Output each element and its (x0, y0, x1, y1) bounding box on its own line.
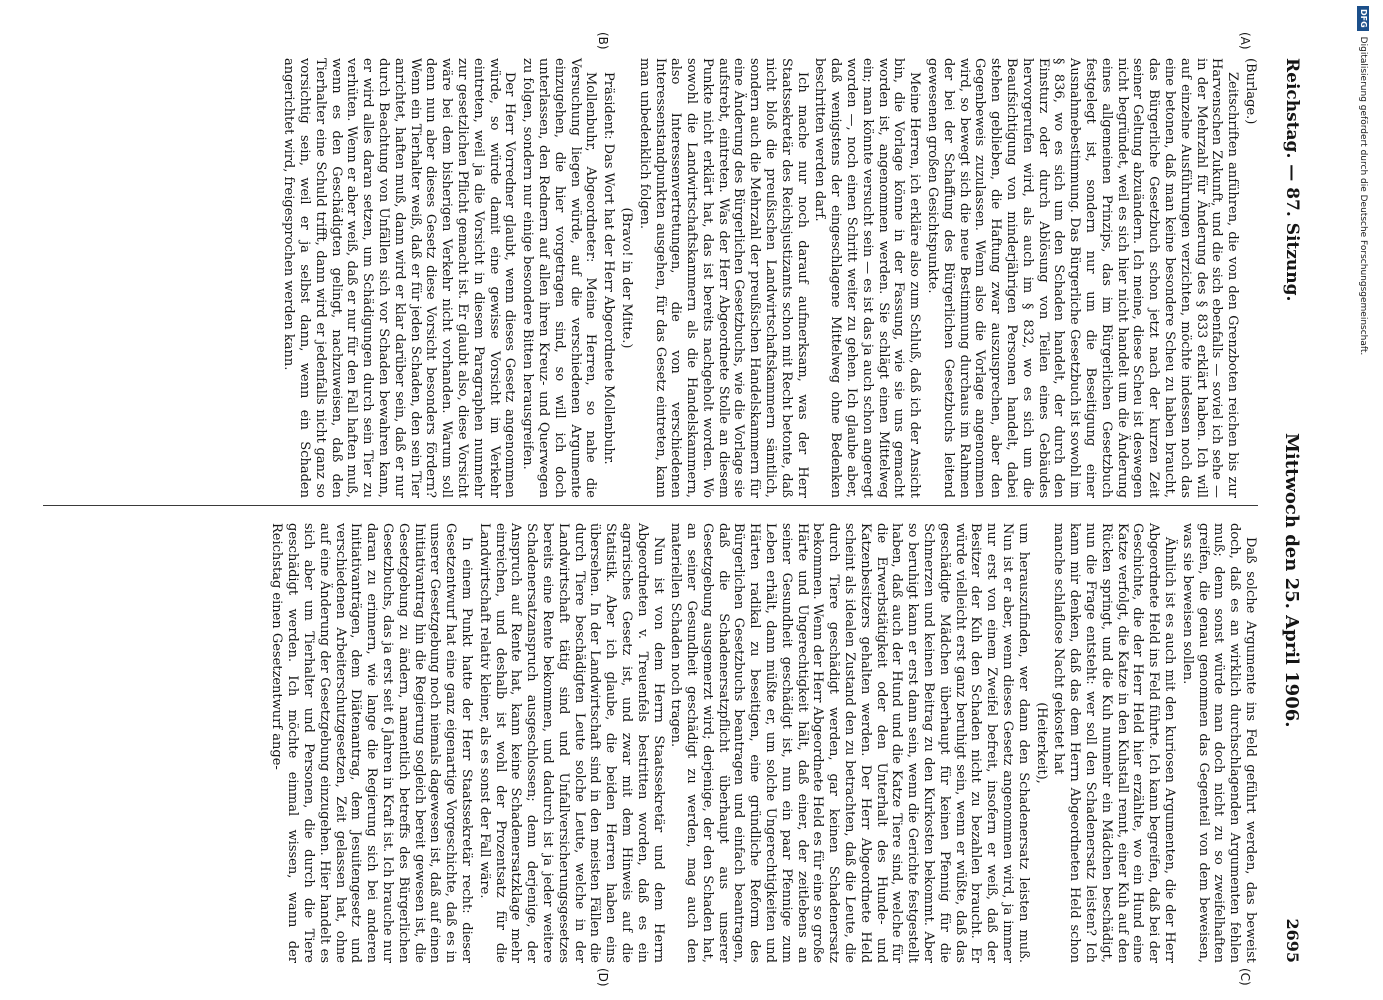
header-session: Reichstag. — 87. Sitzung. (1282, 58, 1302, 302)
paragraph: um herauszufinden, wer dann den Schadenersatz leisten muß. Nun ist er aber, wenn dieses Gesetz angenommen wird, ja immer nur erst von einem Zweifel befreit, insofern er weiß, daß der Besitzer der Kuh den Schaden nicht zu bezahlen braucht. Er würde vielleicht erst ganz beruhigt sein, wenn er wüßte, daß das geschädigte Mädchen überhaupt für keinen Pfennig für die Schmerzen und keinen Beitrag zu den Kurkosten bekommt. Aber so beruhigt kann er erst dann sein, wenn die Gerichte festgestellt haben, daß auch der Hund und die Katze Tiere sind, welche für die Erwerbstätigkeit oder den Unterhalt des Hunde- und Katzenbesitzers gehalten werden. Der Herr Abgeordnete Held scheint als idealen Zustand den zu betrachten, daß die Leute, die durch Tiere geschädigt werden, gar keinen Schadenersatz bekommen. Wenn der Herr Abgeordnete Held es für eine so große Härte und Ungerechtigkeit hält, daß einer, der zeitlebens an seiner Gesundheit geschädigt ist, nun ein paar Pfennige zum Leben erhält, dann müßte er, um solche Ungerechtigkeiten und Härten radikal zu beseitigen, eine gründliche Reform des Bürgerlichen Gesetzbuchs beantragen und einfach beantragen, daß die Schadenersatzpflicht überhaupt aus unserer Gesetzgebung ausgemerzt wird; derjenige, der den Schaden hat, an seiner Gesundheit geschädigt zu werden, mag auch den materiellen Schaden noch tragen. (668, 523, 1031, 963)
paragraph: Nun ist von dem Herrn Staatssekretär und dem Herrn Abgeordneten v. Treuenfels bestritten worden, daß es ein agrarisches Gesetz ist, und zwar mit dem Hinweis auf die Statistik. Aber ich glaube, die beiden Herren haben eins übersehen. In der Landwirtschaft sind in den meisten Fällen die durch Tiere beschädigten Leute solche Leute, welche in der Landwirtschaft tätig sind und Unfallversicherungsgesetzes bereits eine Rente bekommen, und dadurch ist ja jeder weitere Schadenersatzanspruch ausgeschlossen; denn derjenige, der Anspruch auf Rente hat, kann keine Schadenersatzklage mehr einreichen, und deshalb ist wohl der Prozentsatz für die Landwirtschaft relativ kleiner, als es sonst der Fall wäre. (476, 523, 666, 963)
paragraph-applause: (Bravo! in der Mitte.) (618, 207, 634, 349)
page-header (1266, 58, 1302, 963)
paragraph: Der Herr Vorredner glaubt, wenn dieses Gesetz angenommen würde, so würde damit eine gewisse Vorsicht im Verkehr eintreten, weil ja die Vorsicht in diesem Paragraphen nunmehr zur gesetzlichen Pflicht gemacht ist. Er glaubt also, diese Vorsicht wäre bei dem bisherigen Verkehr nicht vorhanden. Warum soll denn nun aber dieses Gesetz diese Vorsicht besonders fördern? Wenn ein Tierhalter weiß, daß er für jeden Schaden, den sein Tier anrichtet, haften muß, dann wird er klar darüber sein, daß er nur durch Beachtung von Unfällen sich vor Schaden bewahren kann, er wird alles daran setzen, um Schädigungen durch sein Tier zu verhüten. Wenn er aber weiß, daß er nur für den Fall haften muß, wenn es den Geschädigten gelingt, nachzuweisen, daß den Tierhalter eine Schuld trifft, dann wird er jedenfalls nicht ganz so vorsichtig sein, weil er ja selbst dann, wenn ein Schaden angerichtet wird, freigesprochen werden kann. (281, 58, 518, 498)
paragraph: Ich mache nur noch darauf aufmerksam, was der Herr Staatssekretär des Reichsjustizamts schon mit Recht betonte, daß nicht bloß die preußischen Landwirtschaftskammern sämtlich, sondern auch die Mehrzahl der preußischen Handelskammern für eine Änderung des Bürgerlichen Gesetzbuchs, wie die Vorlage sie aufstrebt, eintreten. Was der Herr Abgeordnete Stolle an diesem Punkte nicht erklärt hat, das ist bereits nachgeholt worden. Wo sowohl die Landwirtschaftskammern als die Handelskammern, also Interessenvertretungen, die von verschiedenen Interessenstandpunkten ausgehen, für das Gesetz eintreten, kann man unbedenklich folgen. (636, 58, 810, 498)
paragraph: Ähnlich ist es auch mit den kuriosen Argumenten, die der Herr Abgeordnete Held ins Feld führte. Ich kann begreifen, daß bei der Geschichte, die der Herr Held hier erzählte, wo ein Hund eine Katze verfolgt, die Katze in den Kuhstall rennt, einer Kuh auf den Rücken springt, und die Kuh nunmehr ein Mädchen beschädigt, nun die Frage entsteht: wer soll den Schadenersatz leisten? Ich kann mir denken, daß das dem Herrn Abgeordneten Held schon manche schlaflose Nacht gekostet hat (1051, 523, 1178, 963)
header-page-number: 2695 (1283, 918, 1302, 963)
left-column (278, 58, 1258, 498)
paragraph-speaker-note: (Burlage.) (1243, 58, 1258, 125)
paragraph: Zeitschriften anführen, die von den Grenzboten reichen bis zur Harvenschen Zukunft, und die sich ebenfalls — soviel ich sehe — in der Mehrzahl für Änderung des § 833 erklärt haben. Ich will auf einzelne Ausführungen verzichten, möchte indessen noch das eine betonen, daß man keine besondere Scheu zu haben braucht, das Bürgerliche Gesetzbuch schon jetzt nach der kurzen Zeit seiner Geltung abzuändern. Ich meine, diese Scheu ist deswegen nicht begründet, weil es sich hier nicht handelt um die Änderung eines allgemeinen Prinzips, das im Bürgerlichen Gesetzbuch festgelegt ist, sondern nur um die Beseitigung einer Ausnahmebestimmung. Das Bürgerliche Gesetzbuch ist sowohl im § 836, wo es sich um den Schaden handelt, der durch den Einsturz oder durch Ablösung von Teilen eines Gebäudes hervorgerufen wird, als auch im § 832, wo es sich um die Beaufsichtigung von minderjährigen Personen handelt, dabei stehen geblieben, die Haftung zwar auszusprechen, aber den Gegenbeweis zuzulassen. Wenn also die Vorlage angenommen wird, so bewegt sich die neue Bestimmung durchaus im Rahmen der bei der Schaffung des Bürgerlichen Gesetzbuchs leitend gewesenen großen Gesichtspunkte. (925, 58, 1241, 498)
paragraph-president: Präsident: Das Wort hat der Herr Abgeordnete Mollenbuhr. (601, 72, 617, 465)
dfg-logo: DFG (1357, 6, 1369, 31)
digitization-credit (1357, 6, 1369, 996)
margin-marker-a: (A) (1238, 32, 1252, 50)
paragraph: Meine Herren, ich erkläre also zum Schluß, daß ich der Ansicht bin, die Vorlage könne in der Fassung, wie sie uns gemacht worden ist, angenommen werden. Sie schlägt einen Mittelweg ein; man könnte versucht sein — es ist das ja auch schon angeregt worden —, noch einen Schritt weiter zu gehen. Ich glaube aber, daß wenigstens der eingeschlagene Mittelweg ohne Bedenken beschritten werden darf. (812, 58, 923, 498)
column-divider (43, 505, 1258, 506)
paragraph-laughter: (Heiterkeit), (1033, 702, 1049, 784)
margin-marker-c: (C) (1238, 968, 1252, 986)
credit-text: Digitalisierung gefördert durch die Deutsche Forschungsgemeinschaft. (1358, 36, 1368, 356)
paragraph: Daß solche Argumente ins Feld geführt werden, das beweist doch, daß es an wirklich durchschlagenden Argumenten fehlen muß; denn sonst würde man doch nicht zu so zweifelhaften greifen, die genau genommen das Gegenteil von dem beweisen, was sie beweisen sollen. (1179, 523, 1258, 963)
paragraph-speaker: Mollenbuhr, Abgeordneter: Meine Herren, so nahe die Versuchung liegen würde, auf die verschiedenen Argumente einzugehen, die hier vorgetragen sind, so will ich doch unterlassen, den Rednern auf allen ihren Kreuz- und Querwegen zu folgen, sondern nur einige besondere Bitten herausgreifen. (520, 58, 599, 498)
right-column (267, 523, 1258, 963)
margin-marker-b: (B) (596, 32, 610, 50)
page-content (27, 0, 1310, 1000)
margin-marker-d: (D) (596, 968, 610, 987)
header-date: Mittwoch den 25. April 1906. (1281, 433, 1302, 728)
paragraph: In einem Punkt hatte der Herr Staatssekretär recht: dieser Gesetzentwurf hat eine ganz eigenartige Vorgeschichte, daß es in unserer Gesetzgebung noch niemals dagewesen ist, daß auf einen Initiativantrag hin die Regierung sogleich bereit gewesen ist, die Gesetzgebung zu ändern, namentlich betreffs des Bürgerlichen Gesetzbuchs, das ja erst seit 6 Jahren in Kraft ist. Ich brauche nur daran zu erinnern, wie lange die Regierung sich bei anderen Initiativanträgen, dem Diätenantrag, dem Jesuitengesetz und verschiedenen Arbeiterschutzgesetzen, Zeit gelassen hat, ohne auf eine Änderung der Gesetzgebung einzugehen. Hier handelt es sich aber um Tierhalter und Personen, die durch die Tiere geschädigt werden. Ich möchte einmal wissen, wann der Reichstag einen Gesetzentwurf ange- (269, 523, 474, 963)
